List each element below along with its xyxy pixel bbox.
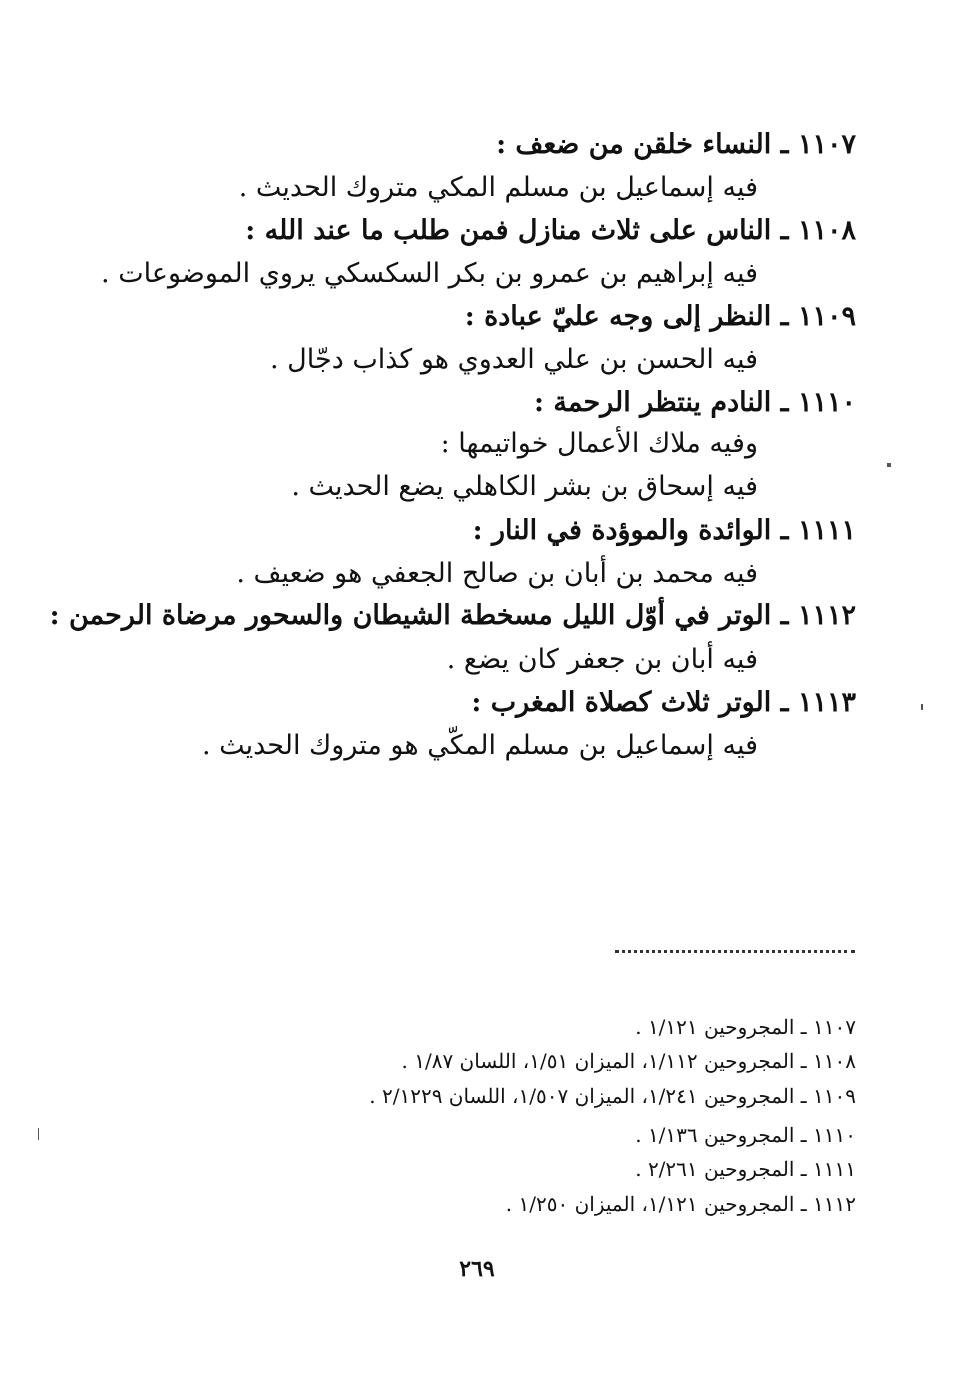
entry-1111-heading: ١١١١ ـ الوائدة والموؤدة في النار : xyxy=(472,515,856,546)
entry-1110-text-1: وفيه ملاك الأعمال خواتيمها : xyxy=(440,428,758,459)
scan-speck xyxy=(921,704,923,710)
entry-1108-heading: ١١٠٨ ـ الناس على ثلاث منازل فمن طلب ما عند الله : xyxy=(245,215,856,246)
entry-1113-text: فيه إسماعيل بن مسلم المكّي هو متروك الحديث . xyxy=(201,730,758,761)
entry-1107-heading: ١١٠٧ ـ النساء خلقن من ضعف : xyxy=(496,129,856,160)
entry-1107-text: فيه إسماعيل بن مسلم المكي متروك الحديث . xyxy=(238,172,758,203)
entry-1113-heading: ١١١٣ ـ الوتر ثلاث كصلاة المغرب : xyxy=(471,687,856,718)
entry-1110-text-2: فيه إسحاق بن بشر الكاهلي يضع الحديث . xyxy=(291,471,758,502)
footnote-1108: ١١٠٨ ـ المجروحين ١/١١٢، الميزان ١/٥١، اللسان ١/٨٧ . xyxy=(401,1049,856,1073)
footnote-1109: ١١٠٩ ـ المجروحين ١/٢٤١، الميزان ١/٥٠٧، اللسان ٢/١٢٢٩ . xyxy=(369,1084,856,1108)
footnote-1107: ١١٠٧ ـ المجروحين ١/١٢١ . xyxy=(635,1015,856,1039)
entry-1109-heading: ١١٠٩ ـ النظر إلى وجه عليّ عبادة : xyxy=(464,301,856,332)
entry-1109-text: فيه الحسن بن علي العدوي هو كذاب دجّال . xyxy=(270,344,758,375)
footnote-1112: ١١١٢ ـ المجروحين ١/١٢١، الميزان ١/٢٥٠ . xyxy=(505,1192,856,1216)
entry-1110-heading: ١١١٠ ـ النادم ينتظر الرحمة : xyxy=(534,387,856,418)
page-number: ٢٦٩ xyxy=(459,1256,495,1282)
entry-1112-heading: ١١١٢ ـ الوتر في أوّل الليل مسخطة الشيطان والسحور مرضاة الرحمن : xyxy=(49,600,856,631)
entry-1112-text: فيه أبان بن جعفر كان يضع . xyxy=(446,644,758,675)
scan-speck xyxy=(38,1128,39,1140)
footnote-separator xyxy=(615,950,855,955)
footnote-1111: ١١١١ ـ المجروحين ٢/٢٦١ . xyxy=(635,1157,856,1181)
footnote-1110: ١١١٠ ـ المجروحين ١/١٣٦ . xyxy=(635,1123,856,1147)
entry-1111-text: فيه محمد بن أبان بن صالح الجعفي هو ضعيف . xyxy=(236,558,758,589)
entry-1108-text: فيه إبراهيم بن عمرو بن بكر السكسكي يروي الموضوعات . xyxy=(101,258,758,289)
scan-speck xyxy=(887,463,891,467)
